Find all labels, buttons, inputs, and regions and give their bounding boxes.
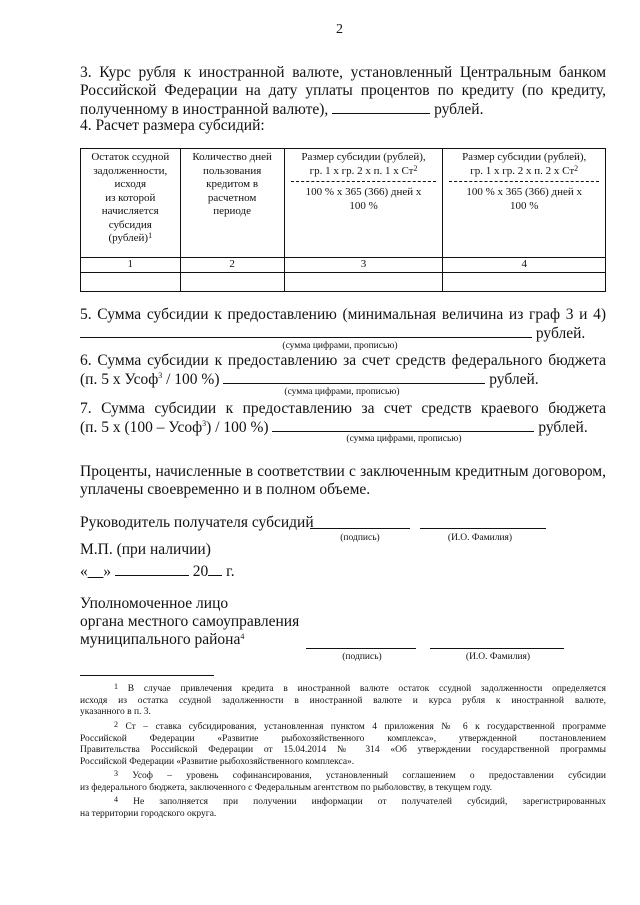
item5-line1: 5. Сумма субсидии к предоставлению (минимальная величина из граф 3 и 4) xyxy=(80,306,606,323)
subsidy-table xyxy=(80,148,606,292)
item5-suffix: рублей. xyxy=(535,325,586,342)
item7-caption: (сумма цифрами, прописью) xyxy=(346,434,462,444)
table-cell xyxy=(180,272,284,291)
date-month-blank xyxy=(115,562,189,576)
item7-suffix: рублей. xyxy=(538,419,588,436)
table-number-row xyxy=(81,258,606,273)
table-cell xyxy=(81,272,181,291)
table-cell xyxy=(284,272,443,291)
caption-name: (И.О. Фамилия) xyxy=(447,533,513,543)
item6-line2: (п. 5 х Усоф$^3$ / 100 %) рублей. xyxy=(80,371,539,388)
interest-line2: уплачены своевременно и в полном объеме. xyxy=(80,481,371,498)
table-header-col4: Размер субсидии (рублей), гр. 1 х гр. 2 х п. 2 х $Ст^2$ 100 % х 365 (366) дней х 100 % xyxy=(443,149,606,258)
exchange-rate-blank xyxy=(332,100,430,114)
item6-amount-blank xyxy=(223,370,485,384)
table-col-number: 3 xyxy=(284,258,443,273)
item6-line1: 6. Сумма субсидии к предоставлению за счет средств федерального бюджета xyxy=(80,352,606,369)
caption-signature: (подпись) xyxy=(340,533,380,543)
head-signature-blank xyxy=(310,528,410,529)
page-number: 2 xyxy=(336,22,343,37)
stamp-label: М.П. (при наличии) xyxy=(80,541,211,558)
table-data-row xyxy=(81,272,606,291)
authorized-name-blank xyxy=(430,648,564,649)
fraction-line xyxy=(449,181,599,182)
item7-line1: 7. Сумма субсидии к предоставлению за счет средств краевого бюджета xyxy=(80,400,606,417)
item5-caption: (сумма цифрами, прописью) xyxy=(282,341,398,351)
footnote-4: $^4$ Не заполняется при получении информации от получателей субсидий, зарегистрированных на территории городского округа. xyxy=(80,795,607,819)
item3-line3-suffix: рублей. xyxy=(434,101,484,118)
table-header-row xyxy=(81,149,606,258)
footnote-2: $^2$ Ст – ставка субсидирования, установленная пунктом 4 приложения № 6 к государственной программе Российской Федерации «Развитие рыбохозяйственного комплекса», утвержденной постановлением Правительства Российской Федерации от 15.04.2014 № 314 «Об утверждении государственной программы Российской Федерации «Развитие рыбохозяйственного комплекса». xyxy=(80,720,606,767)
item6-caption: (сумма цифрами, прописью) xyxy=(284,387,400,397)
item3-line2: Российской Федерации на дату уплаты процентов по кредиту (по кредиту, xyxy=(80,82,606,99)
authorized-signature-blank xyxy=(306,648,416,649)
item7-amount-blank xyxy=(272,418,534,432)
authorized-line2: органа местного самоуправления xyxy=(80,613,300,630)
table-col-number: 4 xyxy=(443,258,606,273)
authorized-line3: муниципального района$^4$ xyxy=(80,631,245,648)
date-year-blank xyxy=(208,562,222,576)
table-header-col1: Остаток ссудной задолженности, исходя из которой начисляется субсидия (рублей)$^1$ xyxy=(81,149,181,258)
head-signature-label: Руководитель получателя субсидий xyxy=(80,514,314,531)
footnote-3: $^3$ Усоф – уровень софинансирования, установленный соглашением о предоставлении субсидии из федерального бюджета, заключенного с Федеральным агентством по рыболовству, в текущем году. xyxy=(80,769,606,793)
item3-line1: 3. Курс рубля к иностранной валюте, установленный Центральным банком xyxy=(80,64,606,81)
fraction-line xyxy=(291,181,437,182)
authorized-line1: Уполномоченное лицо xyxy=(80,595,229,612)
table-col-number: 1 xyxy=(81,258,181,273)
footnote-separator xyxy=(80,675,214,676)
item3-line3-prefix: полученному в иностранной валюте), xyxy=(80,101,329,118)
item4-heading: 4. Расчет размера субсидий: xyxy=(80,117,265,134)
item7-line2: (п. 5 х (100 – Усоф$^3$) / 100 %) рублей. xyxy=(80,419,588,436)
item6-suffix: рублей. xyxy=(489,371,539,388)
interest-line1: Проценты, начисленные в соответствии с заключенным кредитным договором, xyxy=(80,463,606,480)
item5-amount-blank xyxy=(80,324,532,338)
table-col-number: 2 xyxy=(180,258,284,273)
table-header-col2: Количество дней пользования кредитом в расчетном периоде xyxy=(180,149,284,258)
date-line: «__» 20 г. xyxy=(80,563,235,580)
table-cell xyxy=(443,272,606,291)
caption-signature-2: (подпись) xyxy=(342,652,382,662)
footnote-1: $^1$ В случае привлечения кредита в иностранной валюте остаток ссудной задолженности определяется исходя из остатка ссудной задолженности в иностранной валюте и курса рубля к иностранной валюте, указанного в п. 3. xyxy=(80,682,607,717)
head-name-blank xyxy=(420,528,546,529)
caption-name-2: (И.О. Фамилия) xyxy=(465,652,531,662)
table-header-col3: Размер субсидии (рублей), гр. 1 х гр. 2 х п. 1 х $Ст^2$ 100 % х 365 (366) дней х 100 % xyxy=(284,149,443,258)
